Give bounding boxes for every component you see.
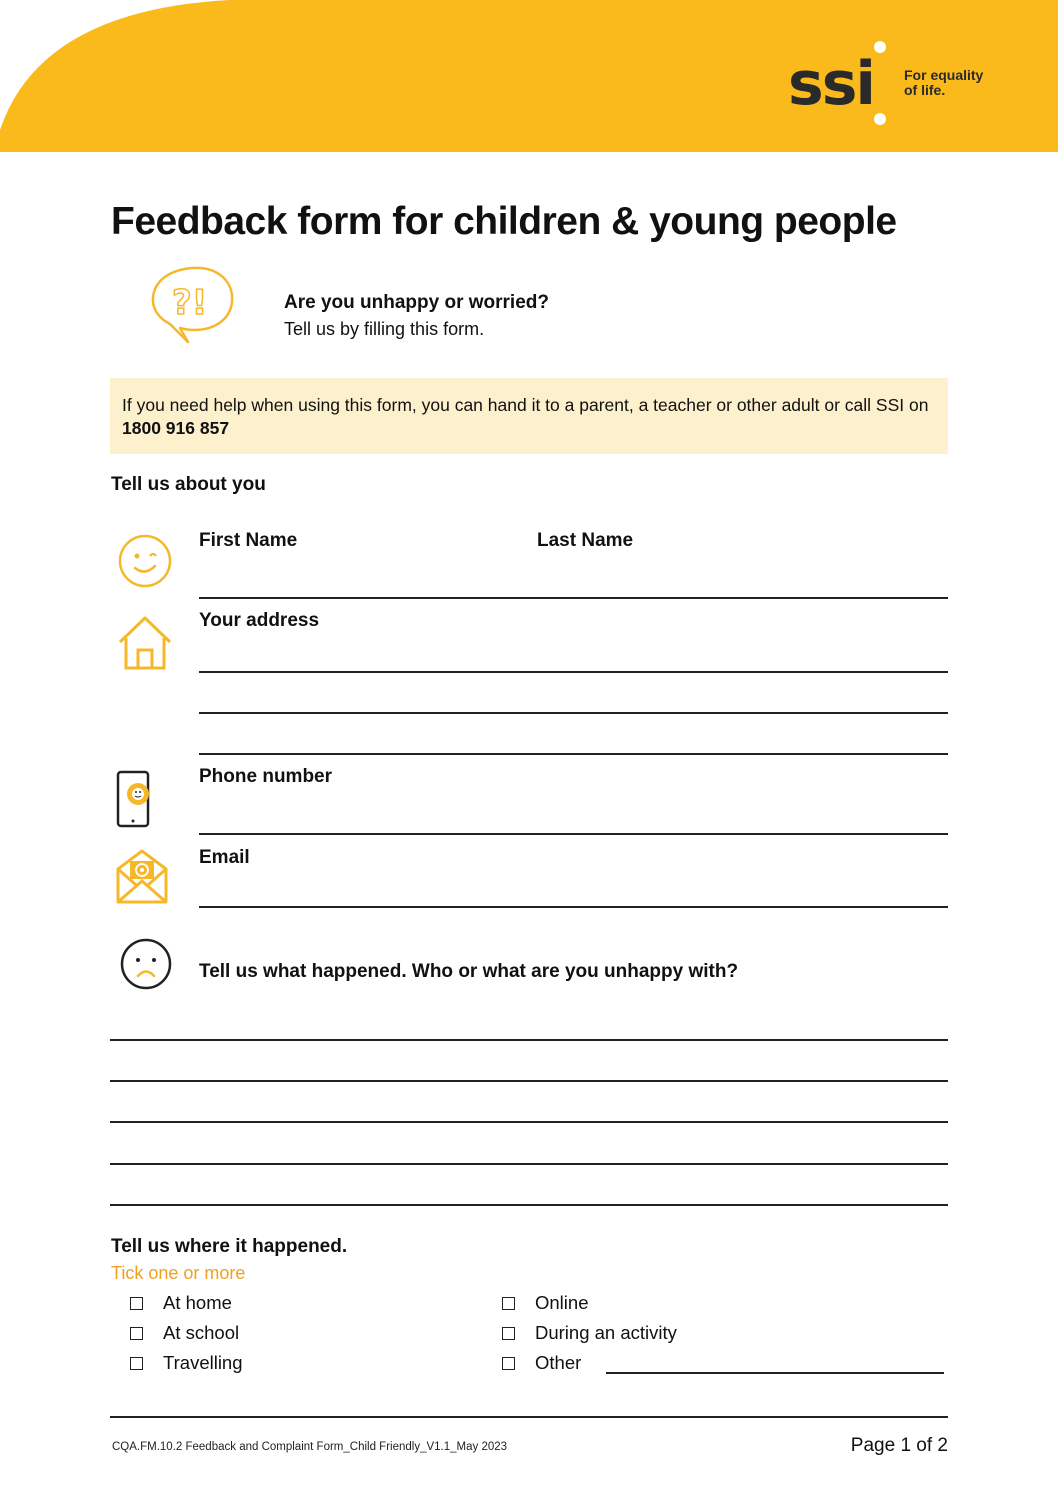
- checkbox-travelling[interactable]: [130, 1357, 143, 1370]
- address-line-3[interactable]: [199, 753, 948, 755]
- footer-doc-id: CQA.FM.10.2 Feedback and Complaint Form_Child Friendly_V1.1_May 2023: [112, 1441, 508, 1453]
- option-online: Online: [535, 1292, 589, 1313]
- address-label: Your address: [199, 610, 320, 631]
- option-other: Other: [535, 1352, 582, 1373]
- phone-field[interactable]: [199, 833, 948, 835]
- speech-bubble-icon: [148, 262, 238, 348]
- logo-wordmark: ssi: [788, 49, 874, 119]
- help-phone: 1800 916 857: [122, 418, 230, 438]
- page-title: Feedback form for children & young people: [111, 200, 897, 243]
- email-label: Email: [199, 847, 250, 868]
- what-happened-line-2[interactable]: [110, 1080, 948, 1082]
- other-field[interactable]: [606, 1372, 944, 1374]
- email-field[interactable]: [199, 906, 948, 908]
- logo-dot-bottom: [874, 113, 886, 125]
- option-at-school: At school: [163, 1322, 240, 1343]
- option-at-home: At home: [163, 1292, 232, 1313]
- checkbox-during-activity[interactable]: [502, 1327, 515, 1340]
- intro-question: Are you unhappy or worried?: [284, 292, 549, 313]
- logo-tagline: For equality of life.: [904, 67, 984, 98]
- about-you-heading: Tell us about you: [111, 474, 266, 495]
- what-happened-line-3[interactable]: [110, 1121, 948, 1123]
- smiley-face-icon: [116, 532, 174, 590]
- name-field[interactable]: [199, 597, 948, 599]
- help-text: If you need help when using this form, you can hand it to a parent, a teacher or other adult or call SSI on 1800 916 857: [122, 395, 929, 438]
- checkbox-at-home[interactable]: [130, 1297, 143, 1310]
- what-happened-line-5[interactable]: [110, 1204, 948, 1206]
- logo-dot-top: [874, 41, 886, 53]
- option-during-activity: During an activity: [535, 1322, 677, 1343]
- checkbox-online[interactable]: [502, 1297, 515, 1310]
- last-name-label: Last Name: [537, 530, 634, 551]
- sad-face-icon: [118, 936, 176, 992]
- phone-icon: [114, 770, 154, 830]
- address-line-1[interactable]: [199, 671, 948, 673]
- phone-label: Phone number: [199, 766, 333, 787]
- what-happened-question: Tell us what happened. Who or what are you unhappy with?: [199, 961, 739, 982]
- help-box: [110, 378, 948, 454]
- footer-page-number: Page 1 of 2: [850, 1435, 948, 1456]
- envelope-icon: [114, 847, 170, 905]
- checkbox-other[interactable]: [502, 1357, 515, 1370]
- checkbox-at-school[interactable]: [130, 1327, 143, 1340]
- first-name-label: First Name: [199, 530, 298, 551]
- house-icon: [116, 614, 174, 672]
- footer-divider: [110, 1416, 948, 1418]
- svg-text:?!: ?!: [172, 283, 208, 323]
- where-hint: Tick one or more: [111, 1263, 246, 1283]
- where-heading: Tell us where it happened.: [111, 1236, 348, 1257]
- intro-instruction: Tell us by filling this form.: [284, 319, 485, 339]
- what-happened-line-4[interactable]: [110, 1163, 948, 1165]
- option-travelling: Travelling: [163, 1352, 243, 1373]
- ssi-logo: [788, 50, 998, 130]
- what-happened-line-1[interactable]: [110, 1039, 948, 1041]
- address-line-2[interactable]: [199, 712, 948, 714]
